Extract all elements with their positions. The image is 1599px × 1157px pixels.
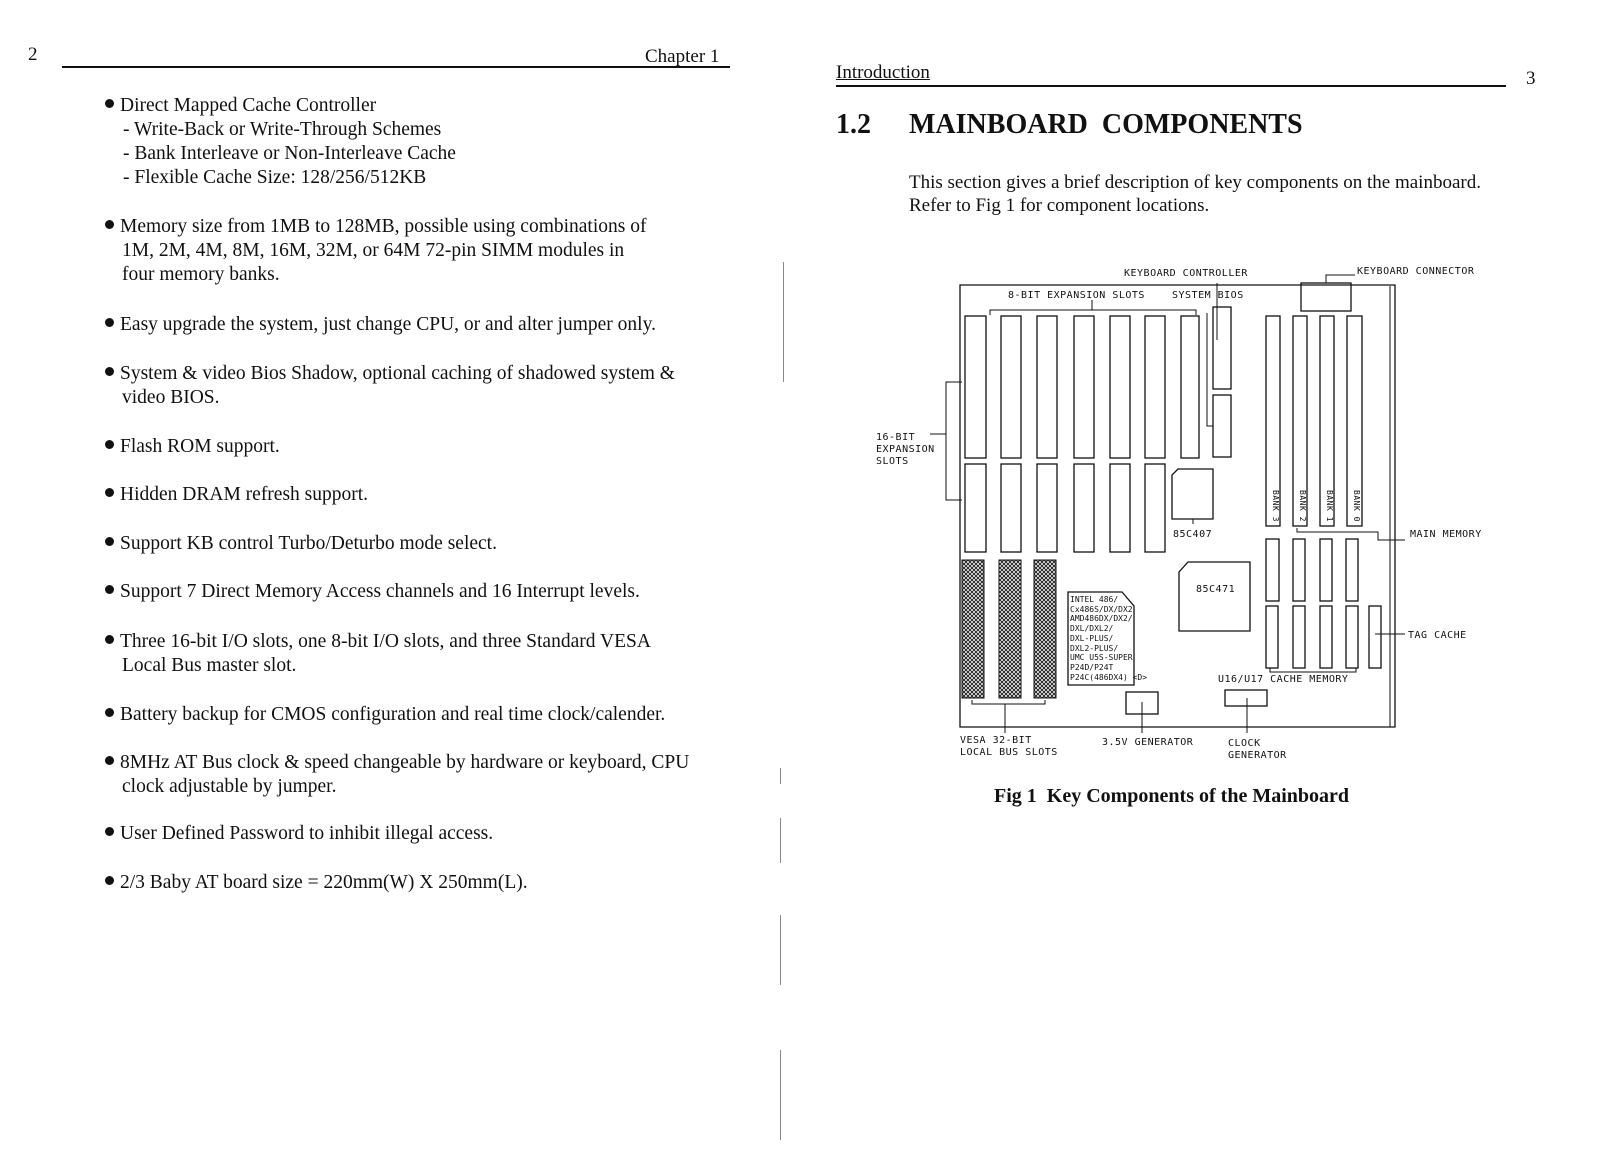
label-system-bios: SYSTEM BIOS xyxy=(1172,290,1244,301)
clock-generator-chip xyxy=(1225,690,1267,706)
expansion-slot xyxy=(965,316,986,458)
label-line: 16-BIT xyxy=(876,432,916,443)
bullet-line: Memory size from 1MB to 128MB, possible using combinations of xyxy=(120,216,647,237)
label-bank: BANK 0 xyxy=(1352,490,1361,522)
section-title: MAINBOARD COMPONENTS xyxy=(909,109,1303,140)
label-bank: BANK 1 xyxy=(1325,490,1334,522)
expansion-slot xyxy=(1145,316,1165,458)
expansion-slot xyxy=(1074,464,1094,552)
cpu-label-line: P24C(486DX4) <D> xyxy=(1070,672,1148,682)
expansion-slot xyxy=(1037,464,1057,552)
bullet-line: Hidden DRAM refresh support. xyxy=(120,484,369,505)
expansion-slot xyxy=(1181,316,1199,458)
bullet-line: Easy upgrade the system, just change CPU, or and alter jumper only. xyxy=(120,314,656,335)
bullet-line: System & video Bios Shadow, optional caching of shadowed system & xyxy=(120,363,675,384)
expansion-slots-lower xyxy=(965,464,1165,552)
intro-line: Refer to Fig 1 for component locations. xyxy=(909,195,1210,216)
vesa-slot xyxy=(999,560,1021,698)
expansion-slot xyxy=(1001,316,1021,458)
bullet-line: Support 7 Direct Memory Access channels and 16 Interrupt levels. xyxy=(120,581,640,602)
label-85c407: 85C407 xyxy=(1173,529,1213,540)
bullet-line: Local Bus master slot. xyxy=(122,655,297,676)
cpu-label-line: UMC U5S-SUPER xyxy=(1070,653,1133,663)
right-page-number: 3 xyxy=(1526,68,1536,89)
expansion-slot xyxy=(1037,316,1057,458)
tag-cache-chip xyxy=(1369,606,1381,668)
bullet-line: Flash ROM support. xyxy=(120,436,280,457)
vesa-slot xyxy=(962,560,984,698)
label-tag-cache: TAG CACHE xyxy=(1408,630,1467,641)
label-line: CLOCK xyxy=(1228,738,1261,749)
bullet-line: Three 16-bit I/O slots, one 8-bit I/O slots, and three Standard VESA xyxy=(120,631,651,652)
cpu-label-line: INTEL 486/ xyxy=(1070,595,1119,604)
cpu-label-line: DXL/DXL2/ xyxy=(1070,624,1114,634)
label-line: GENERATOR xyxy=(1228,750,1287,761)
label-bank: BANK 3 xyxy=(1271,490,1280,522)
keyboard-controller-chip xyxy=(1213,307,1231,389)
label-main-memory: MAIN MEMORY xyxy=(1410,529,1482,540)
bullet-subitem: - Bank Interleave or Non-Interleave Cache xyxy=(123,143,456,164)
intro-line: This section gives a brief description of key components on the mainboard. xyxy=(909,172,1481,193)
bullet-line: 8MHz AT Bus clock & speed changeable by hardware or keyboard, CPU xyxy=(120,752,690,773)
bullet-subitem: - Write-Back or Write-Through Schemes xyxy=(123,119,442,140)
expansion-slot xyxy=(1145,464,1165,552)
expansion-slot xyxy=(1110,316,1130,458)
label-cpu xyxy=(1070,595,1147,682)
simm-banks xyxy=(1266,316,1362,526)
label-line: EXPANSION xyxy=(876,444,935,455)
label-8bit-slots: 8-BIT EXPANSION SLOTS xyxy=(1008,290,1145,301)
label-keyboard-connector: KEYBOARD CONNECTOR xyxy=(1357,266,1475,277)
keyboard-connector xyxy=(1301,283,1351,311)
left-page-number: 2 xyxy=(28,44,38,65)
label-clock-generator xyxy=(1228,738,1287,762)
bullet-line: User Defined Password to inhibit illegal access. xyxy=(120,823,494,844)
expansion-slots-upper xyxy=(965,316,1199,458)
expansion-slot xyxy=(1001,464,1021,552)
cpu-label-line: P24D/P24T xyxy=(1070,662,1114,672)
bullet-line: clock adjustable by jumper. xyxy=(122,776,337,797)
vesa-slots xyxy=(962,560,1056,698)
label-line: LOCAL BUS SLOTS xyxy=(960,747,1058,758)
system-bios-chip xyxy=(1213,395,1231,457)
expansion-slot xyxy=(1110,464,1130,552)
cache-chips xyxy=(1266,539,1358,668)
section-number: 1.2 xyxy=(836,109,871,140)
bullet-line: Support KB control Turbo/Deturbo mode select. xyxy=(120,533,497,554)
label-keyboard-controller: KEYBOARD CONTROLLER xyxy=(1124,268,1248,279)
right-header-title: Introduction xyxy=(836,62,930,83)
bullet-line: four memory banks. xyxy=(122,264,280,285)
bullet-text: Direct Mapped Cache Controller xyxy=(120,95,377,116)
cpu-label-line: DXL-PLUS/ xyxy=(1070,633,1114,643)
bullet-line: 1M, 2M, 4M, 8M, 16M, 32M, or 64M 72-pin SIMM modules in xyxy=(122,240,625,261)
label-vesa-slots xyxy=(960,735,1058,759)
cpu-label-line: DXL2-PLUS/ xyxy=(1070,643,1119,653)
label-cache-memory: U16/U17 CACHE MEMORY xyxy=(1218,674,1349,685)
left-header-title: Chapter 1 xyxy=(645,46,720,67)
cpu-label-line: Cx486S/DX/DX2 xyxy=(1070,604,1133,614)
label-line: SLOTS xyxy=(876,456,909,467)
label-16bit-slots xyxy=(876,432,935,468)
vesa-slot xyxy=(1034,560,1056,698)
label-bank: BANK 2 xyxy=(1298,490,1307,522)
figure-caption: Fig 1 Key Components of the Mainboard xyxy=(994,785,1349,807)
bullet-line: 2/3 Baby AT board size = 220mm(W) X 250mm(L). xyxy=(120,872,528,893)
expansion-slot xyxy=(1074,316,1094,458)
label-85c471: 85C471 xyxy=(1196,584,1236,595)
cpu-label-line: AMD486DX/DX2/ xyxy=(1070,614,1133,624)
expansion-slot xyxy=(965,464,986,552)
bullet-line: Battery backup for CMOS configuration and real time clock/calender. xyxy=(120,704,666,725)
bullet-line: video BIOS. xyxy=(122,387,220,408)
label-3-5v-generator: 3.5V GENERATOR xyxy=(1102,737,1194,748)
label-line: VESA 32-BIT xyxy=(960,735,1032,746)
bullet-subitem: - Flexible Cache Size: 128/256/512KB xyxy=(123,167,427,188)
chip-85c471 xyxy=(1179,562,1250,631)
chip-85c407 xyxy=(1172,469,1213,519)
